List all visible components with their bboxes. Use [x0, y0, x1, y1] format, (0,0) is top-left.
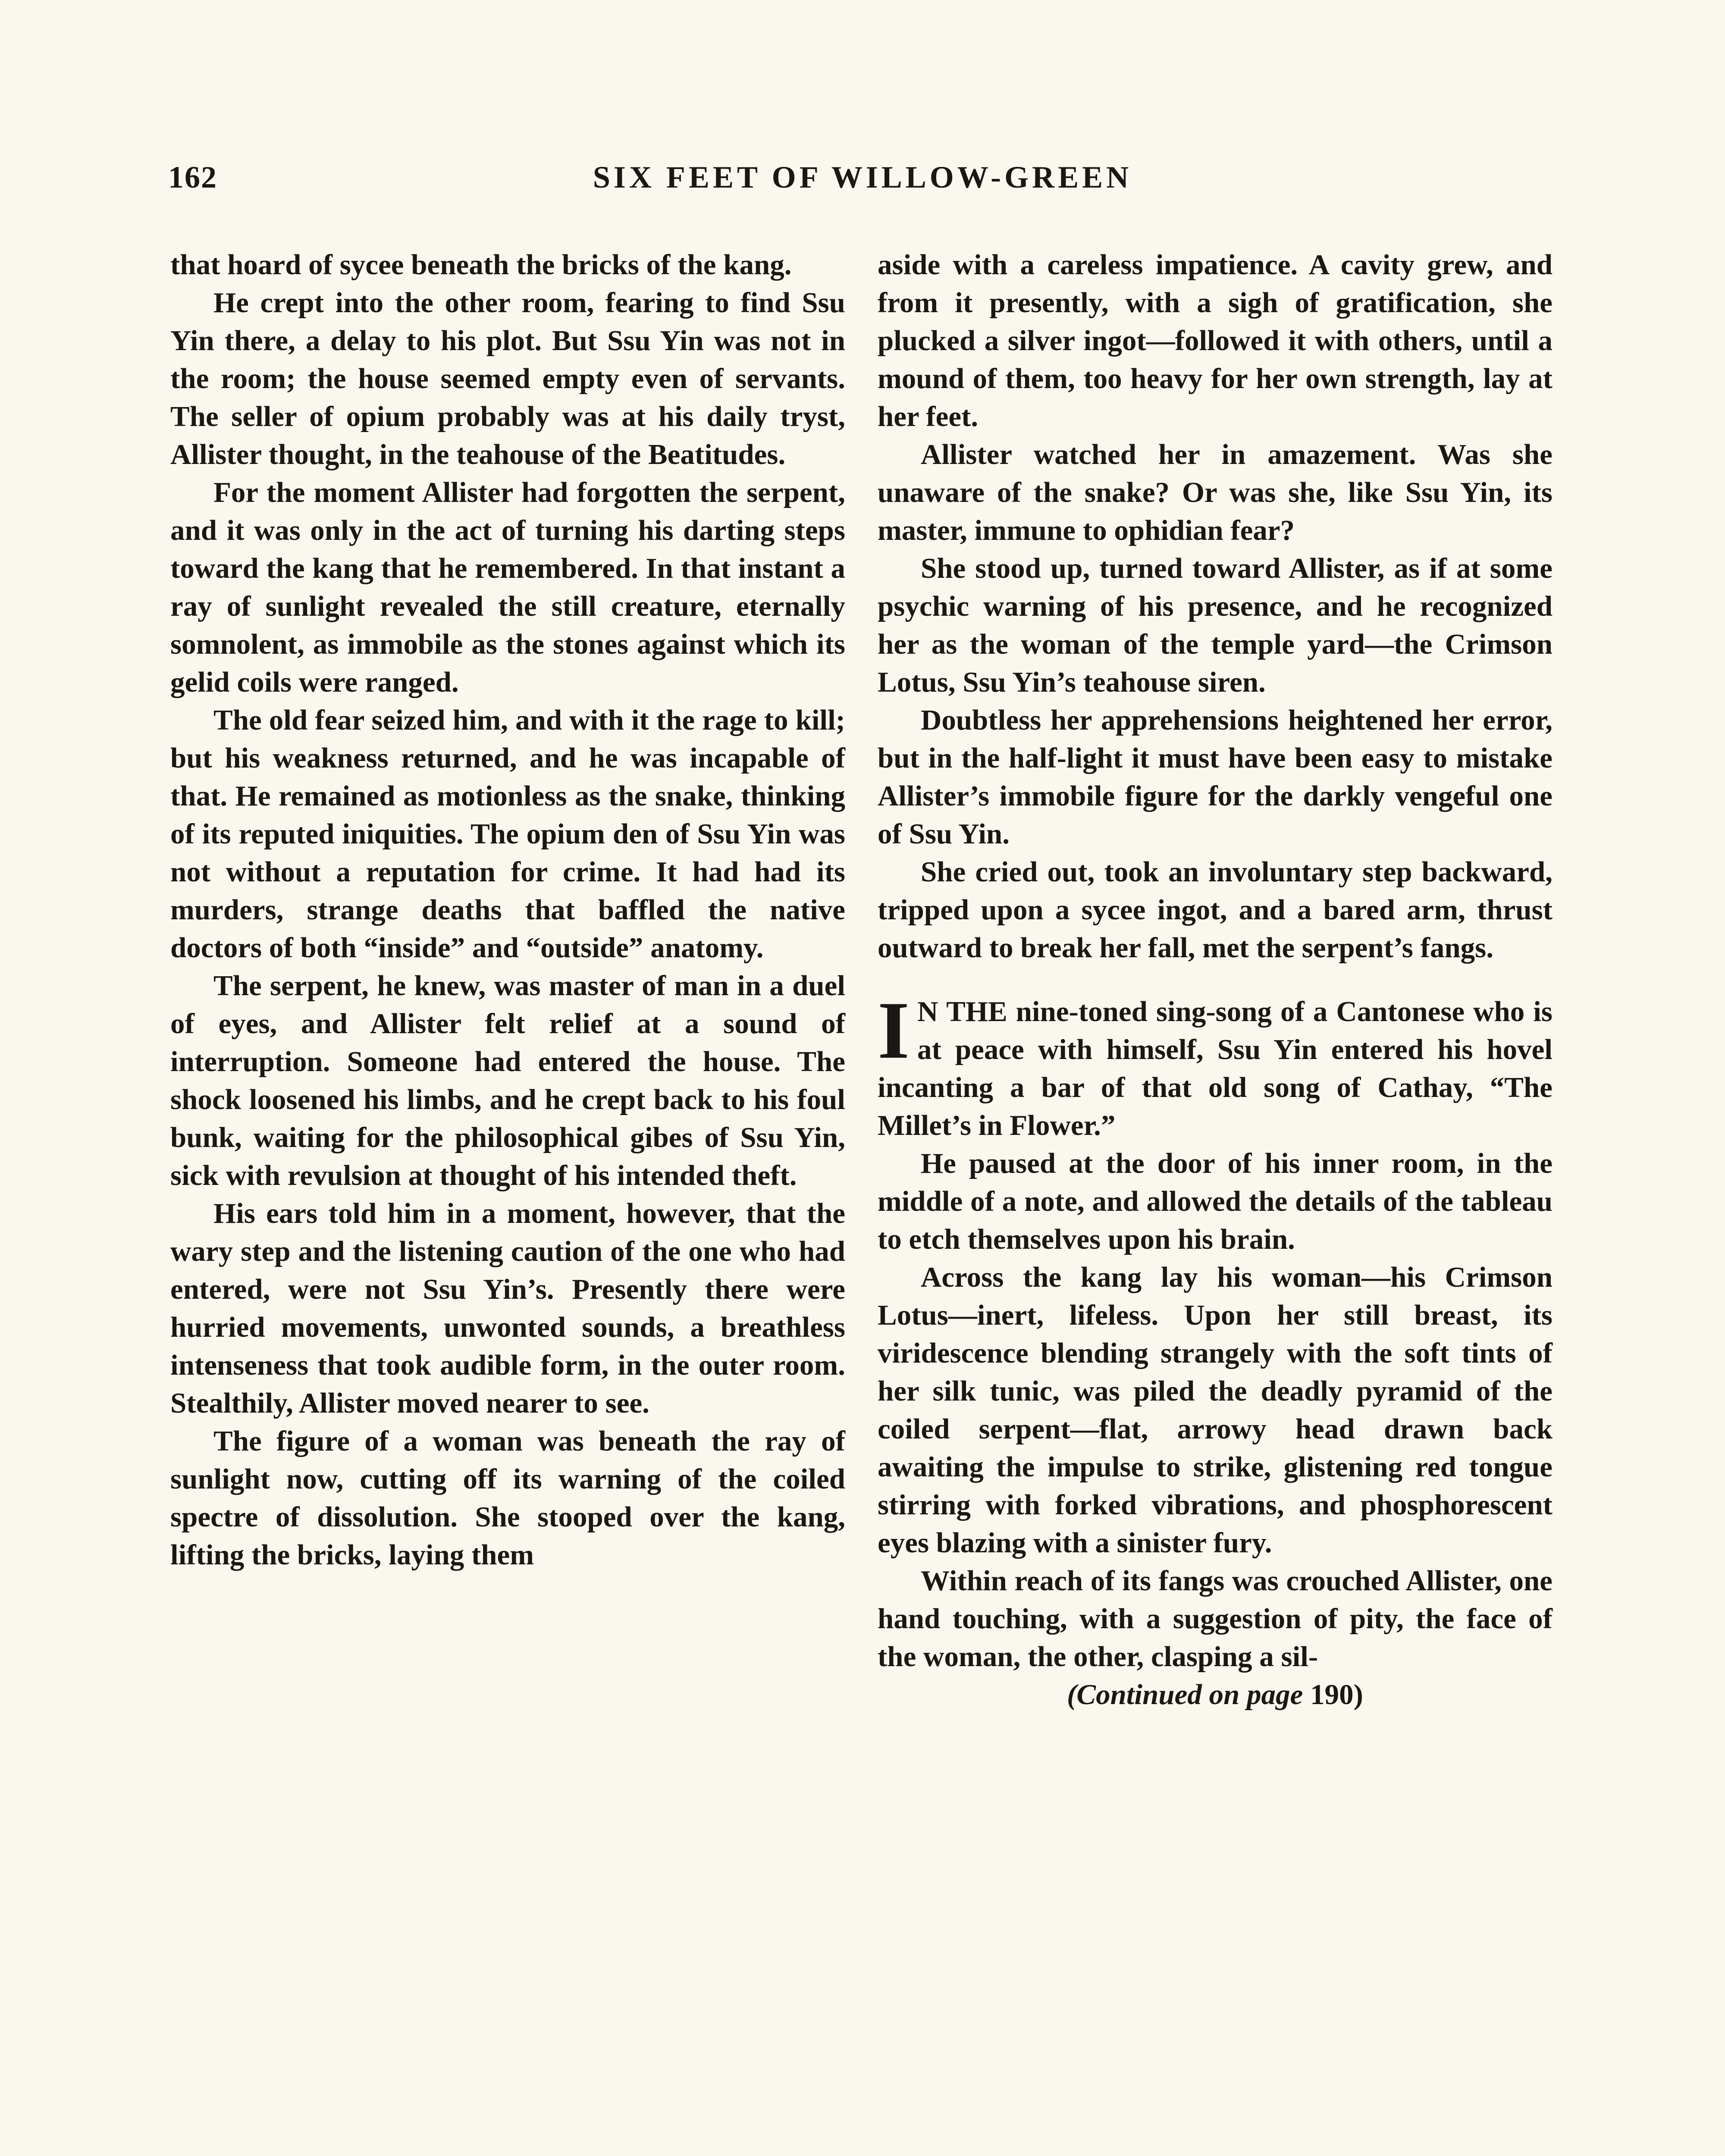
section-opening-text: N THE nine-toned sing-song of a Cantonese who is at peace with himself, Ssu Yin entered his hovel incanting a bar of that old song of Cathay, “The Millet’s in Flower.”: [878, 996, 1552, 1141]
continued-label: (Continued on page: [1067, 1679, 1303, 1711]
right-column: [878, 246, 1552, 1714]
paragraph: Within reach of its fangs was crouched Allister, one hand touching, with a suggestion of pity, the face of the woman, the other, clasping a sil-: [878, 1565, 1552, 1673]
continued-note: [878, 1676, 1552, 1714]
drop-cap: I: [878, 985, 910, 1076]
paragraph: Allister watched her in amazement. Was she unaware of the snake? Or was she, like Ssu Yin, its master, immune to ophidian fear?: [878, 439, 1552, 546]
paragraph: that hoard of sycee beneath the bricks of the kang.: [170, 249, 792, 281]
paragraph: He paused at the door of his inner room, in the middle of a note, and allowed the details of the tableau to etch themselves upon his brain.: [878, 1147, 1552, 1255]
paragraph: She cried out, took an involuntary step backward, tripped upon a sycee ingot, and a bared arm, thrust outward to break her fall, met the serpent’s fangs.: [878, 856, 1552, 964]
paragraph: Doubtless her apprehensions heightened her error, but in the half-light it must have been easy to mistake Allister’s immobile figure for the darkly vengeful one of Ssu Yin.: [878, 704, 1552, 850]
paragraph: Across the kang lay his woman—his Crimson Lotus—inert, lifeless. Upon her still breast, its viridescence blending strangely with the soft tints of her silk tunic, was piled the deadly pyramid of the coiled serpent—flat, arrowy head drawn back awaiting the impulse to strike, glistening red tongue stirring with forked vibrations, and phosphorescent eyes blazing with a sinister fury.: [878, 1261, 1552, 1559]
paragraph: For the moment Allister had forgotten the serpent, and it was only in the act of turning his darting steps toward the kang that he remembered. In that instant a ray of sunlight revealed the still creature, eternally somnolent, as immobile as the stones against which its gelid coils were ranged.: [170, 476, 845, 698]
page-number: 162: [168, 160, 217, 194]
paragraph: He crept into the other room, fearing to find Ssu Yin there, a delay to his plot. But Ssu Yin was not in the room; the house seemed empty even of servants. The seller of opium probably was at his daily tryst, Allister thought, in the teahouse of the Beatitudes.: [170, 287, 845, 470]
section-opening-paragraph: [878, 985, 1552, 1144]
left-column: [170, 246, 845, 1574]
paragraph: The old fear seized him, and with it the rage to kill; but his weakness returned, and he was incapable of that. He remained as motionless as the snake, thinking of its reputed iniquities. The opium den of Ssu Yin was not without a reputation for crime. It had had its murders, strange deaths that baffled the native doctors of both “inside” and “outside” anatomy.: [170, 704, 845, 964]
page-header: [168, 160, 1557, 211]
paragraph: The serpent, he knew, was master of man in a duel of eyes, and Allister felt relief at a sound of interruption. Someone had entered the house. The shock loosened his limbs, and he crept back to his foul bunk, waiting for the philosophical gibes of Ssu Yin, sick with revulsion at thought of his intended theft.: [170, 970, 845, 1191]
paragraph: The figure of a woman was beneath the ray of sunlight now, cutting off its warning of the coiled spectre of dissolution. She stooped over the kang, lifting the bricks, laying them: [170, 1425, 845, 1571]
running-title: SIX FEET OF WILLOW-GREEN: [593, 160, 1132, 194]
continued-page-number: 190): [1303, 1679, 1363, 1711]
paragraph: His ears told him in a moment, however, that the wary step and the listening caution of the one who had entered, were not Ssu Yin’s. Presently there were hurried movements, unwonted sounds, a breathless intenseness that took audible form, in the outer room. Stealthily, Allister moved nearer to see.: [170, 1197, 845, 1419]
paragraph: aside with a careless impatience. A cavity grew, and from it presently, with a sigh of gratification, she plucked a silver ingot—followed it with others, until a mound of them, too heavy for her own strength, lay at her feet.: [878, 249, 1552, 432]
paragraph: She stood up, turned toward Allister, as if at some psychic warning of his presence, and he recognized her as the woman of the temple yard—the Crimson Lotus, Ssu Yin’s teahouse siren.: [878, 552, 1552, 698]
